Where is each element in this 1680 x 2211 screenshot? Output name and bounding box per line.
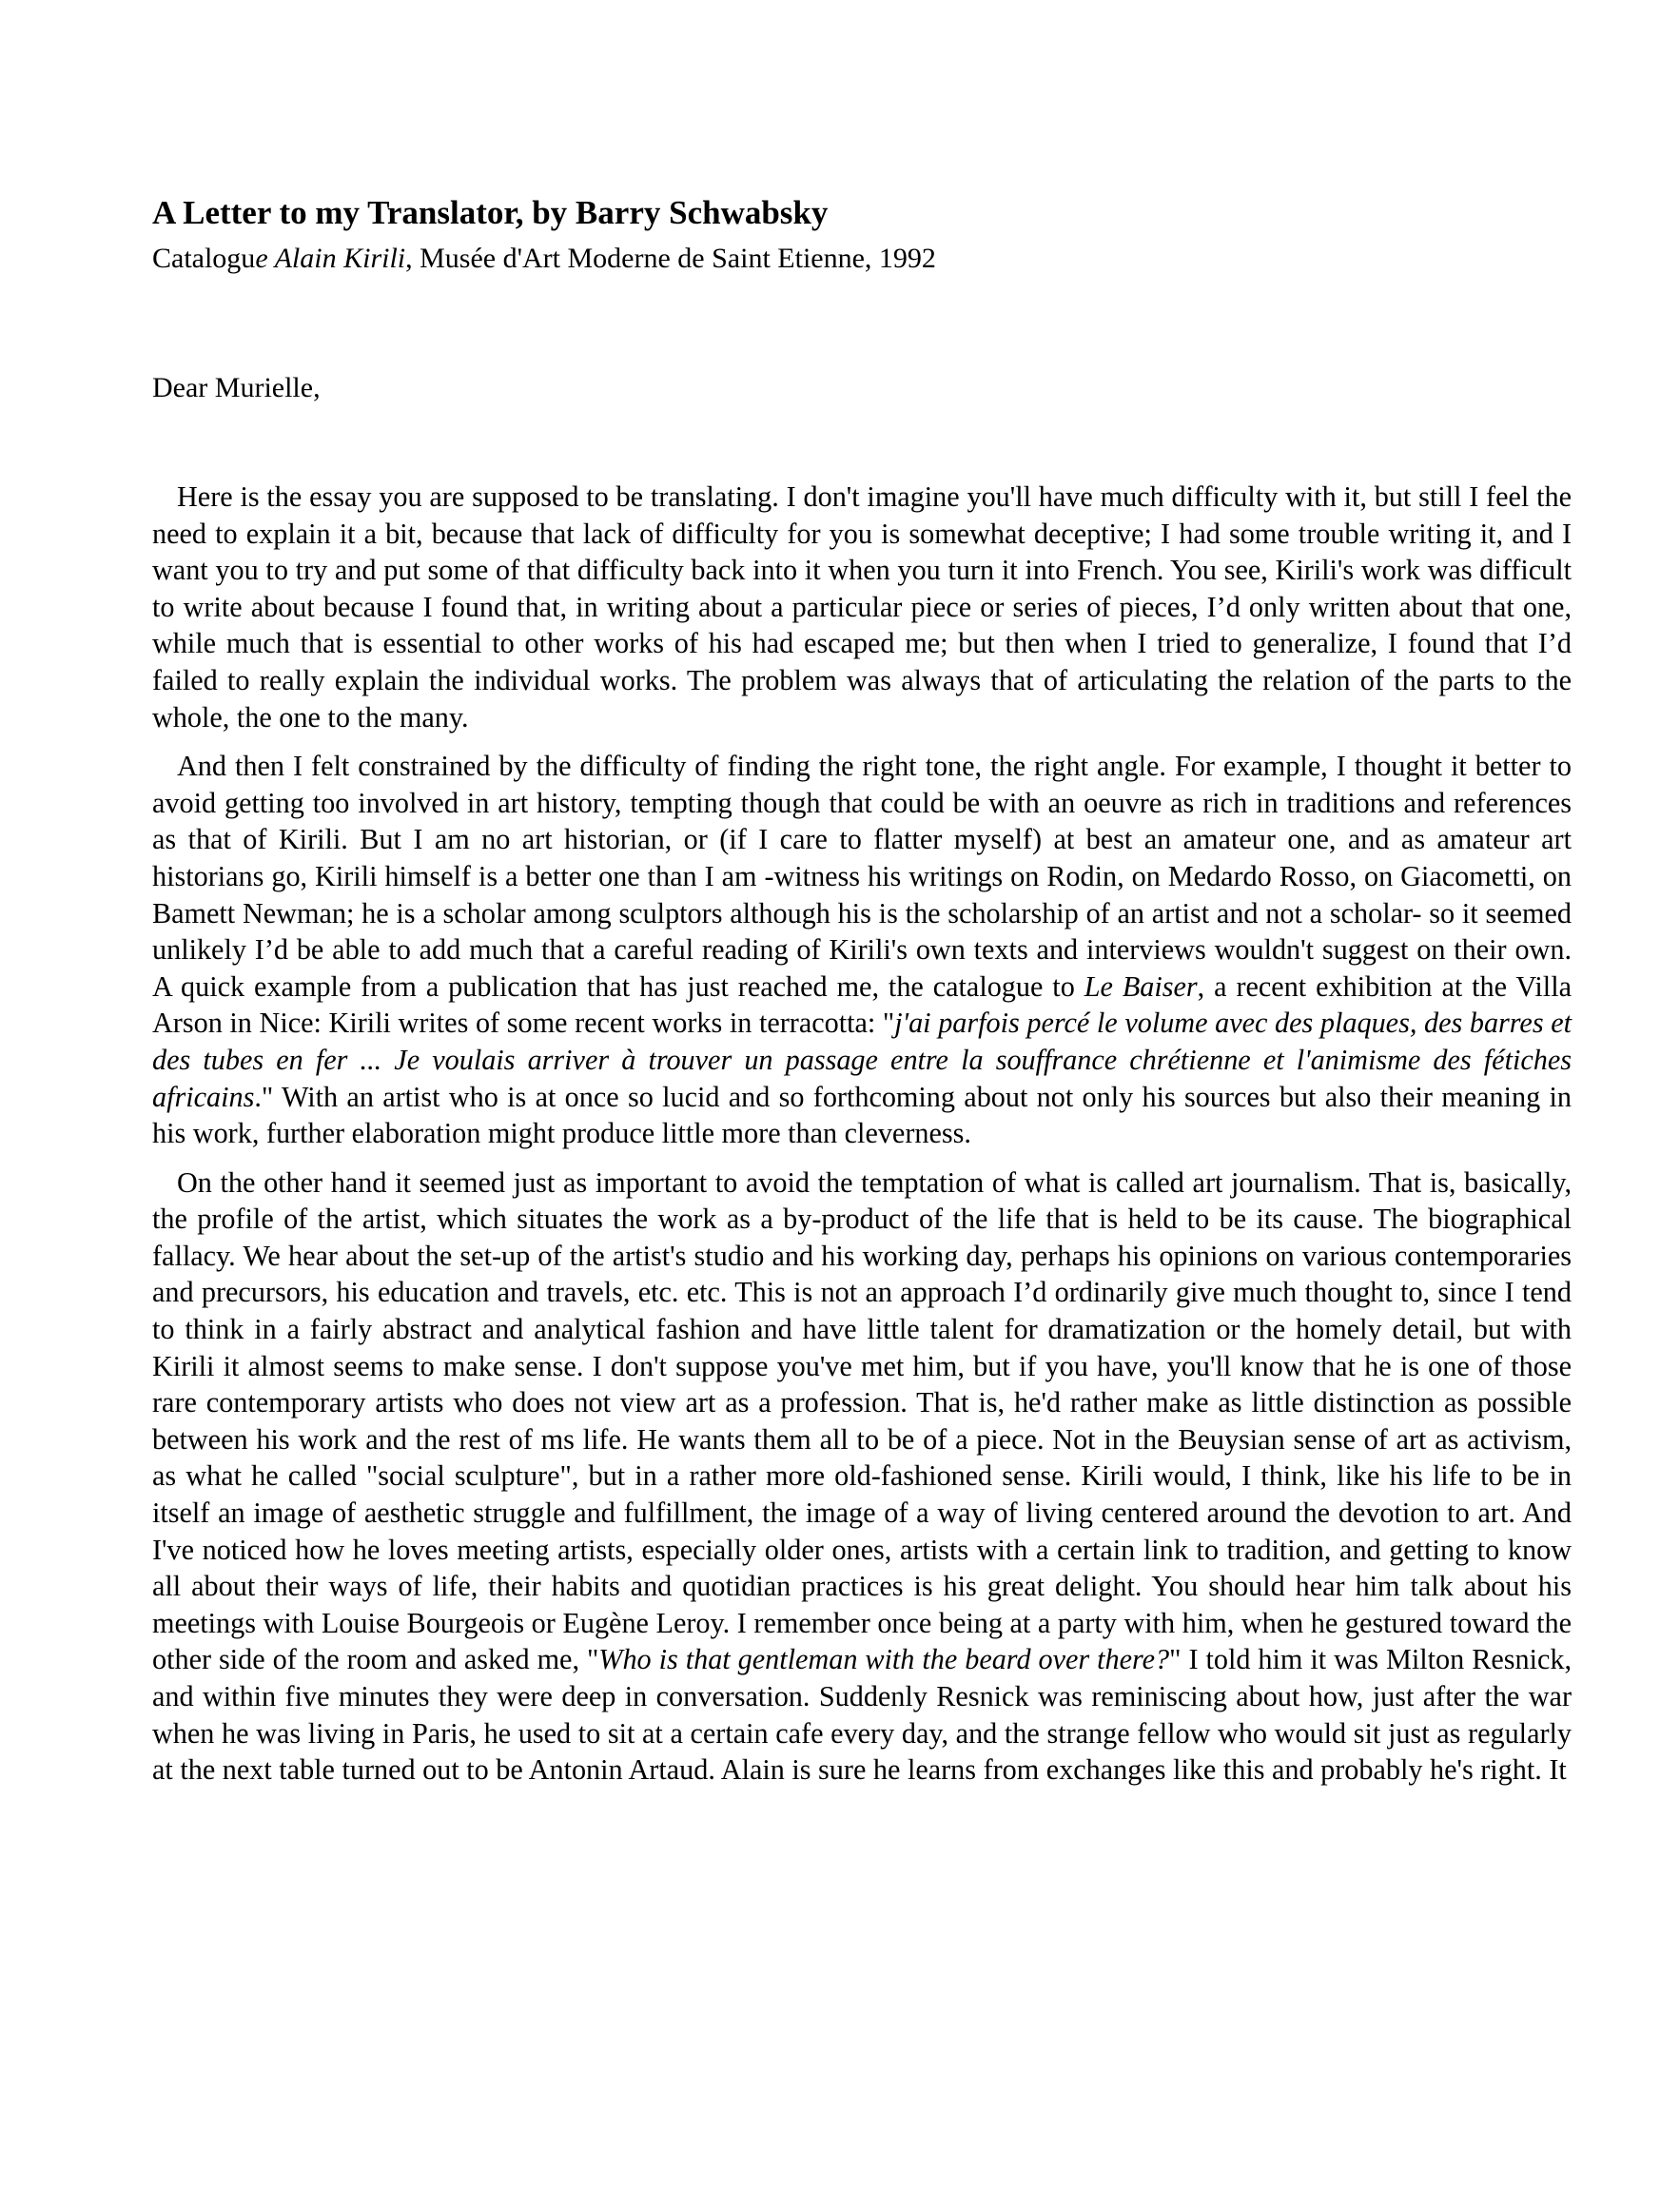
citation-italic-letter: e [255, 243, 268, 274]
paragraph-3-text-b: " I told him it was Milton Resnick, and within five minutes they were deep in conversation. Suddenly Resnick was reminiscing about how, just after the war when he was living in Paris, he used to sit at a certain cafe every day, and the strange fellow who would sit just as regularly at the next table turned out to be Antonin Artaud. Alain is sure he learns from exchanges like this and probably he's right. It [152, 1643, 1572, 1787]
catalogue-title: Alain Kirili [267, 243, 406, 274]
paragraph-1-text: Here is the essay you are supposed to be translating. I don't imagine you'll have much difficulty with it, but still I feel the need to explain it a bit, because that lack of difficulty for you is somewhat deceptive; I had some trouble writing it, and I want you to try and put some of that difficulty back into it when you turn it into French. You see, Kirili's work was difficult to write about because I found that, in writing about a particular piece or series of pieces, I’d only written about that one, while much that is essential to other works of his had escaped me; but then when I tried to generalize, I found that I’d failed to really explain the individual works. The problem was always that of articulating the relation of the parts to the whole, the one to the many. [152, 480, 1572, 734]
paragraph-2-text-a: And then I felt constrained by the difficulty of finding the right tone, the right angle. For example, I thought it better to avoid getting too involved in art history, tempting though that could be with an oeuvre as rich in traditions and references as that of Kirili. But I am no art historian, or (if I care to flatter myself) at best an amateur one, and as amateur art historians go, Kirili himself is a better one than I am -witness his writings on Rodin, on Medardo Rosso, on Giacometti, on Bamett Newman; he is a scholar among sculptors although his is the scholarship of an artist and not a scholar- so it seemed unlikely I’d be able to add much that a careful reading of Kirili's own texts and interviews wouldn't suggest on their own. A quick example from a publication that has just reached me, the catalogue to [152, 750, 1572, 1003]
document-source-citation [152, 242, 936, 276]
citation-prefix: Catalogu [152, 243, 256, 274]
quoted-question: Who is that gentleman with the beard over there? [598, 1643, 1170, 1676]
letter-body [152, 479, 1572, 1801]
paragraph-2-text-c: ." With an artist who is at once so lucid and so forthcoming about not only his sources but also their meaning in his work, further elaboration might produce little more than cleverness. [152, 1080, 1572, 1150]
paragraph-2-text-b: , a recent exhibition at the Villa Arson in Nice: Kirili writes of some recent works in terracotta: " [152, 969, 1572, 1040]
paragraph-2 [152, 748, 1572, 1152]
letter-salutation: Dear Murielle, [152, 372, 321, 403]
document-title: A Letter to my Translator, by Barry Schwabsky [152, 194, 829, 231]
paragraph-1 [152, 479, 1572, 735]
citation-suffix: , Musée d'Art Moderne de Saint Etienne, 1992 [405, 243, 936, 274]
paragraph-3-text-a: On the other hand it seemed just as important to avoid the temptation of what is called art journalism. That is, basically, the profile of the artist, which situates the work as a by-product of the life that is held to be its cause. The biographical fallacy. We hear about the set-up of the artist's studio and his working day, perhaps his opinions on various contemporaries and precursors, his education and travels, etc. etc. This is not an approach I’d ordinarily give much thought to, since I tend to think in a fairly abstract and analytical fashion and have little talent for dramatization or the homely detail, but with Kirili it almost seems to make sense. I don't suppose you've met him, but if you have, you'll know that he is one of those rare contemporary artists who does not view art as a profession. That is, he'd rather make as little distinction as possible between his work and the rest of ms life. He wants them all to be of a piece. Not in the Beuysian sense of art as activism, as what he called "social sculpture", but in a rather more old-fashioned sense. Kirili would, I think, like his life to be in itself an image of aesthetic struggle and fulfillment, the image of a way of living centered around the devotion to art. And I've noticed how he loves meeting artists, especially older ones, artists with a certain link to tradition, and getting to know all about their ways of life, their habits and quotidian practices is his great delight. You should hear him talk about his meetings with Louise Bourgeois or Eugène Leroy. I remember once being at a party with him, when he gestured toward the other side of the room and asked me, " [152, 1165, 1572, 1676]
french-quotation: j'ai parfois percé le volume avec des plaques, des barres et des tubes en fer ... Je voulais arriver à trouver un passage entre la souffrance chrétienne et l'animisme des fétiches africains [152, 1007, 1572, 1113]
paragraph-3 [152, 1164, 1572, 1789]
exhibition-title-le-baiser: Le Baiser [1084, 969, 1198, 1003]
